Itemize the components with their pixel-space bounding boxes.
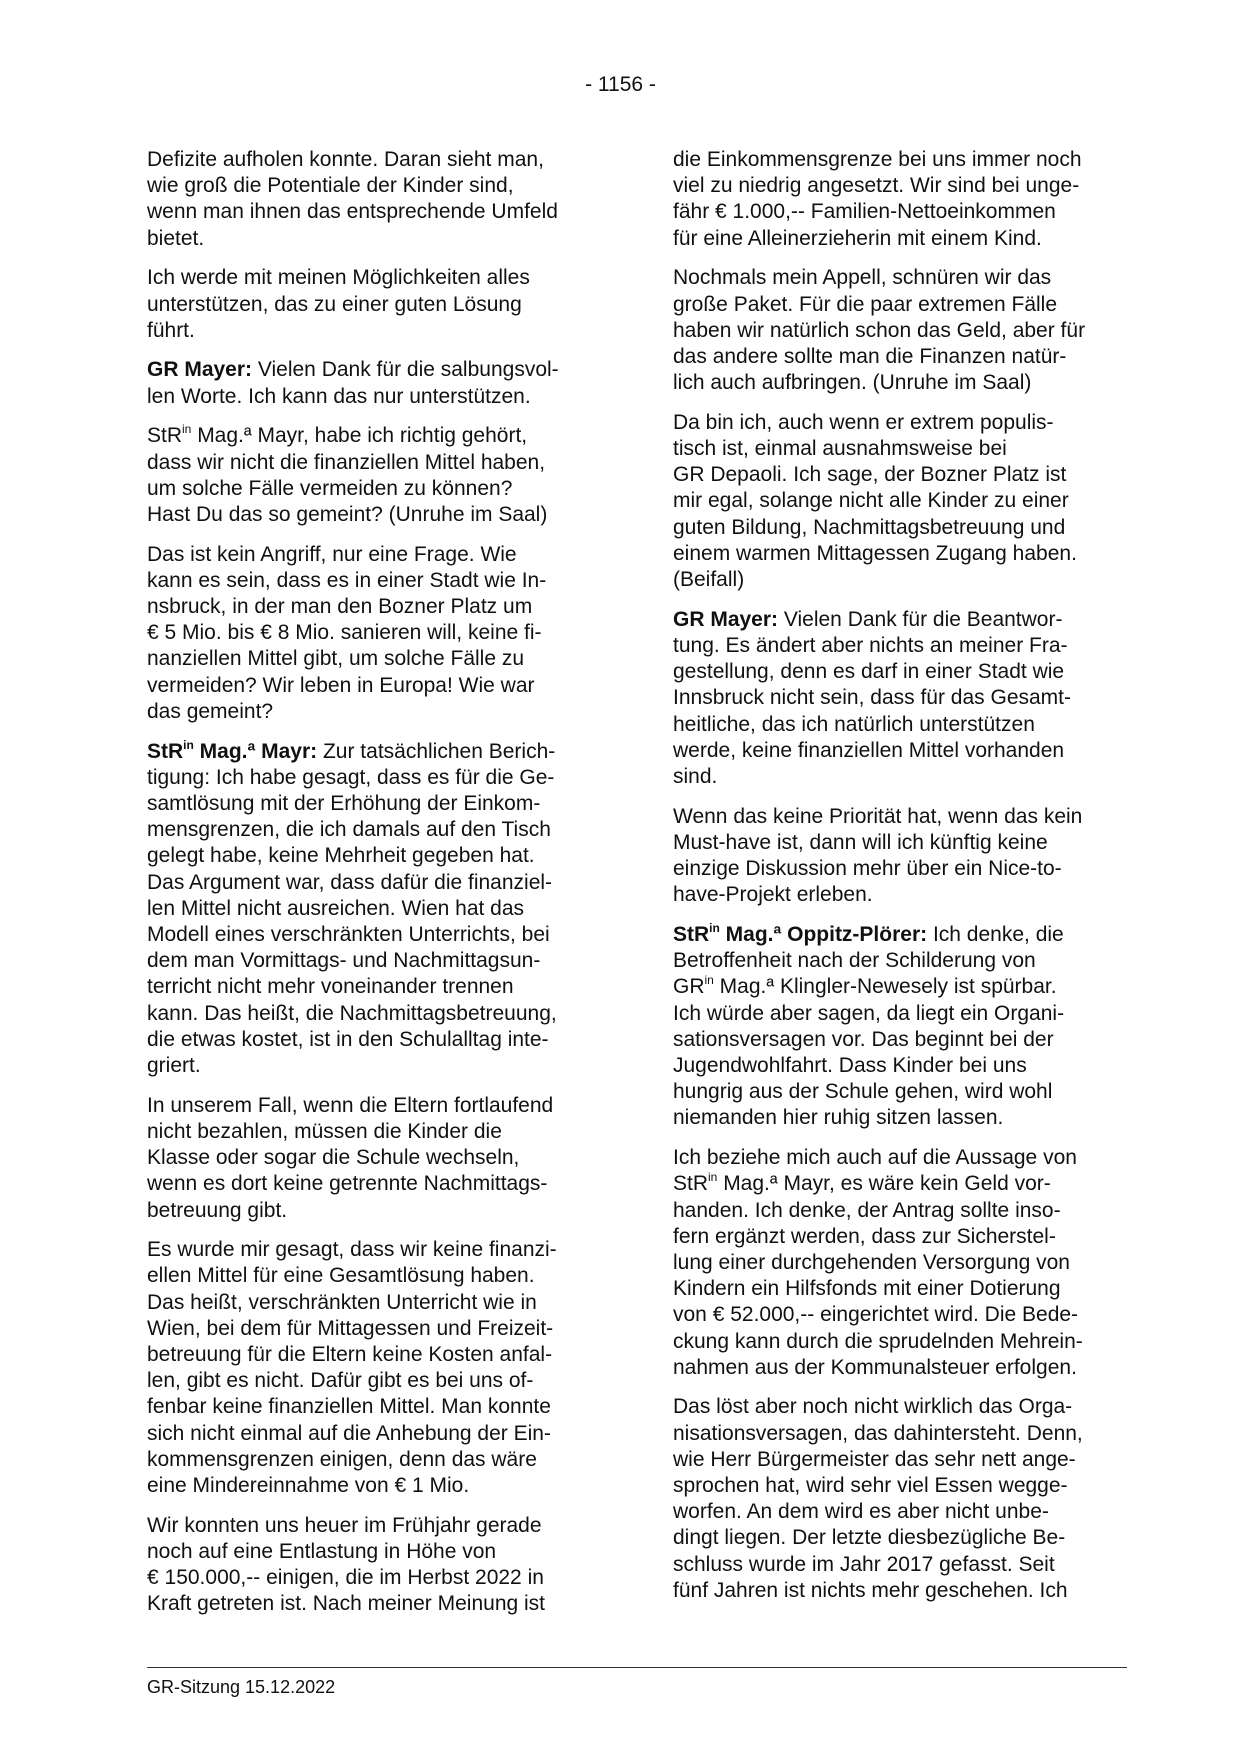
paragraph: Wir konnten uns heuer im Frühjahr gerade noch auf eine Entlastung in Höhe von € 150.000,-- einigen, die im Herbst 2022 in Kraft getreten ist. Nach meiner Meinung ist — [147, 1513, 546, 1616]
speaker-paragraph: GR Mayer: Vielen Dank für die Beantwor- tung. Es ändert aber nichts an meiner Fra- gestellung, denn es darf in einer Stadt wie Innsbruck nicht sein, dass für das Gesamt- heitliche, das ich natürlich unterstützen werde, keine finanziellen Mittel vorhanden sind. — [673, 607, 1072, 788]
speaker-paragraph: StR$^{in}$ Mag.ª Mayr: Zur tatsächlichen Berich- tigung: Ich habe gesagt, dass es für die Ge- samtlösung mit der Erhöhung der Einkom- mensgrenzen, die ich damals auf den Tisch gelegt habe, keine Mehrheit gegeben hat. Das Argument war, dass dafür die finanziel- len Mittel nicht ausreichen. Wien hat das Modell eines verschränkten Unterrichts, bei dem man Vormittags- und Nachmittagsun- terricht nicht mehr voneinander trennen kann. Das heißt, die Nachmittagsbetreuung, die etwas kostet, ist in den Schulalltag inte- griert. — [147, 737, 557, 1077]
paragraph: Das ist kein Angriff, nur eine Frage. Wie kann es sein, dass es in einer Stadt wie In- nsbruck, in der man den Bozner Platz um € 5 Mio. bis € 8 Mio. sanieren will, keine fi- nanziellen Mittel gibt, um solche Fälle zu vermeiden? Wir leben in Europa! Wie war das gemeint? — [147, 542, 547, 723]
left-column — [147, 147, 602, 1631]
speaker-name: GR Mayer: — [673, 607, 779, 631]
speaker-name: GR Mayer: — [147, 358, 253, 382]
paragraph: Es wurde mir gesagt, dass wir keine finanzi- ellen Mittel für eine Gesamtlösung haben. Das heißt, verschränkten Unterricht wie in Wien, bei dem für Mittagessen und Freizeit- betreuung für die Eltern keine Kosten anfal- len, gibt es nicht. Dafür gibt es bei uns of- fenbar keine finanziellen Mittel. Man konnte sich nicht einmal auf die Anhebung der Ein- kommensgrenzen einigen, denn das wäre eine Mindereinnahme von € 1 Mio. — [147, 1238, 557, 1498]
paragraph: Wenn das keine Priorität hat, wenn das kein Must-have ist, dann will ich künftig keine einzige Diskussion mehr über ein Nice-to- have-Projekt erleben. — [673, 804, 1083, 907]
paragraph: StR$^{in}$ Mag.ª Mayr, habe ich richtig gehört, dass wir nicht die finanziellen Mittel haben, um solche Fälle vermeiden zu können? Hast Du das so gemeint? (Unruhe im Saal) — [147, 422, 548, 526]
speaker-name: StR$^{in}$ Mag.ª Oppitz-Plörer: — [673, 920, 928, 946]
speaker-paragraph: StR$^{in}$ Mag.ª Oppitz-Plörer: Ich denke, die Betroffenheit nach der Schilderung von $GR^{in}$ Mag.ª Klingler-Newesely ist spürbar. Ich würde aber sagen, da liegt ein Organi- sationsversagen vor. Das beginnt bei der Jugendwohlfahrt. Dass Kinder bei uns hungrig aus der Schule gehen, wird wohl niemanden hier ruhig sitzen lassen. — [673, 920, 1065, 1130]
paragraph: die Einkommensgrenze bei uns immer noch viel zu niedrig angesetzt. Wir sind bei unge- fähr € 1.000,-- Familien-Nettoeinkommen für eine Alleinerzieherin mit einem Kind. — [673, 148, 1082, 250]
speaker-paragraph: GR Mayer: Vielen Dank für die salbungsvol- len Worte. Ich kann das nur unterstützen. — [147, 358, 559, 408]
footer-divider — [147, 1667, 1127, 1668]
paragraph: Das löst aber noch nicht wirklich das Orga- nisationsversagen, das dahintersteht. Denn, wie Herr Bürgermeister das sehr nett ange- sprochen hat, wird sehr viel Essen wegge- worfen. An dem wird es aber nicht unbe- dingt liegen. Der letzte diesbezügliche Be- schluss wurde im Jahr 2017 gefasst. Seit fünf Jahren ist nichts mehr geschehen. Ich — [673, 1395, 1083, 1602]
paragraph: Ich beziehe mich auch auf die Aussage von StR$^{in}$ Mag.ª Mayr, es wäre kein Geld vor- handen. Ich denke, der Antrag sollte inso- fern ergänzt werden, dass zur Sicherstel- lung einer durchgehenden Versorgung von Kindern ein Hilfsfonds mit einer Dotierung von € 52.000,-- eingerichtet wird. Die Bede- ckung kann durch die sprudelnden Mehrein- nahmen aus der Kommunalsteuer erfolgen. — [673, 1146, 1083, 1379]
right-column — [673, 147, 1128, 1618]
paragraph: Ich werde mit meinen Möglichkeiten alles unterstützen, das zu einer guten Lösung führt. — [147, 266, 530, 342]
paragraph: Da bin ich, auch wenn er extrem populis- tisch ist, einmal ausnahmsweise bei GR Depaoli. Ich sage, der Bozner Platz ist mir egal, solange nicht alle Kinder zu einer guten Bildung, Nachmittagsbetreuung und einem warmen Mittagessen Zugang haben. (Beifall) — [673, 410, 1077, 592]
paragraph: In unserem Fall, wenn die Eltern fortlaufend nicht bezahlen, müssen die Kinder die Klasse oder sogar die Schule wechseln, wenn es dort keine getrennte Nachmittags- betreuung gibt. — [147, 1093, 554, 1222]
paragraph: Nochmals mein Appell, schnüren wir das große Paket. Für die paar extremen Fälle haben wir natürlich schon das Geld, aber für das andere sollte man die Finanzen natür- lich auch aufbringen. (Unruhe im Saal) — [673, 266, 1086, 395]
footer-text: GR-Sitzung 15.12.2022 — [147, 1677, 336, 1697]
speaker-name: StR$^{in}$ Mag.ª Mayr: — [147, 737, 318, 763]
paragraph: Defizite aufholen konnte. Daran sieht man, wie groß die Potentiale der Kinder sind, wenn man ihnen das entsprechende Umfeld bietet. — [147, 148, 558, 250]
page-number: - 1156 - — [585, 73, 656, 96]
